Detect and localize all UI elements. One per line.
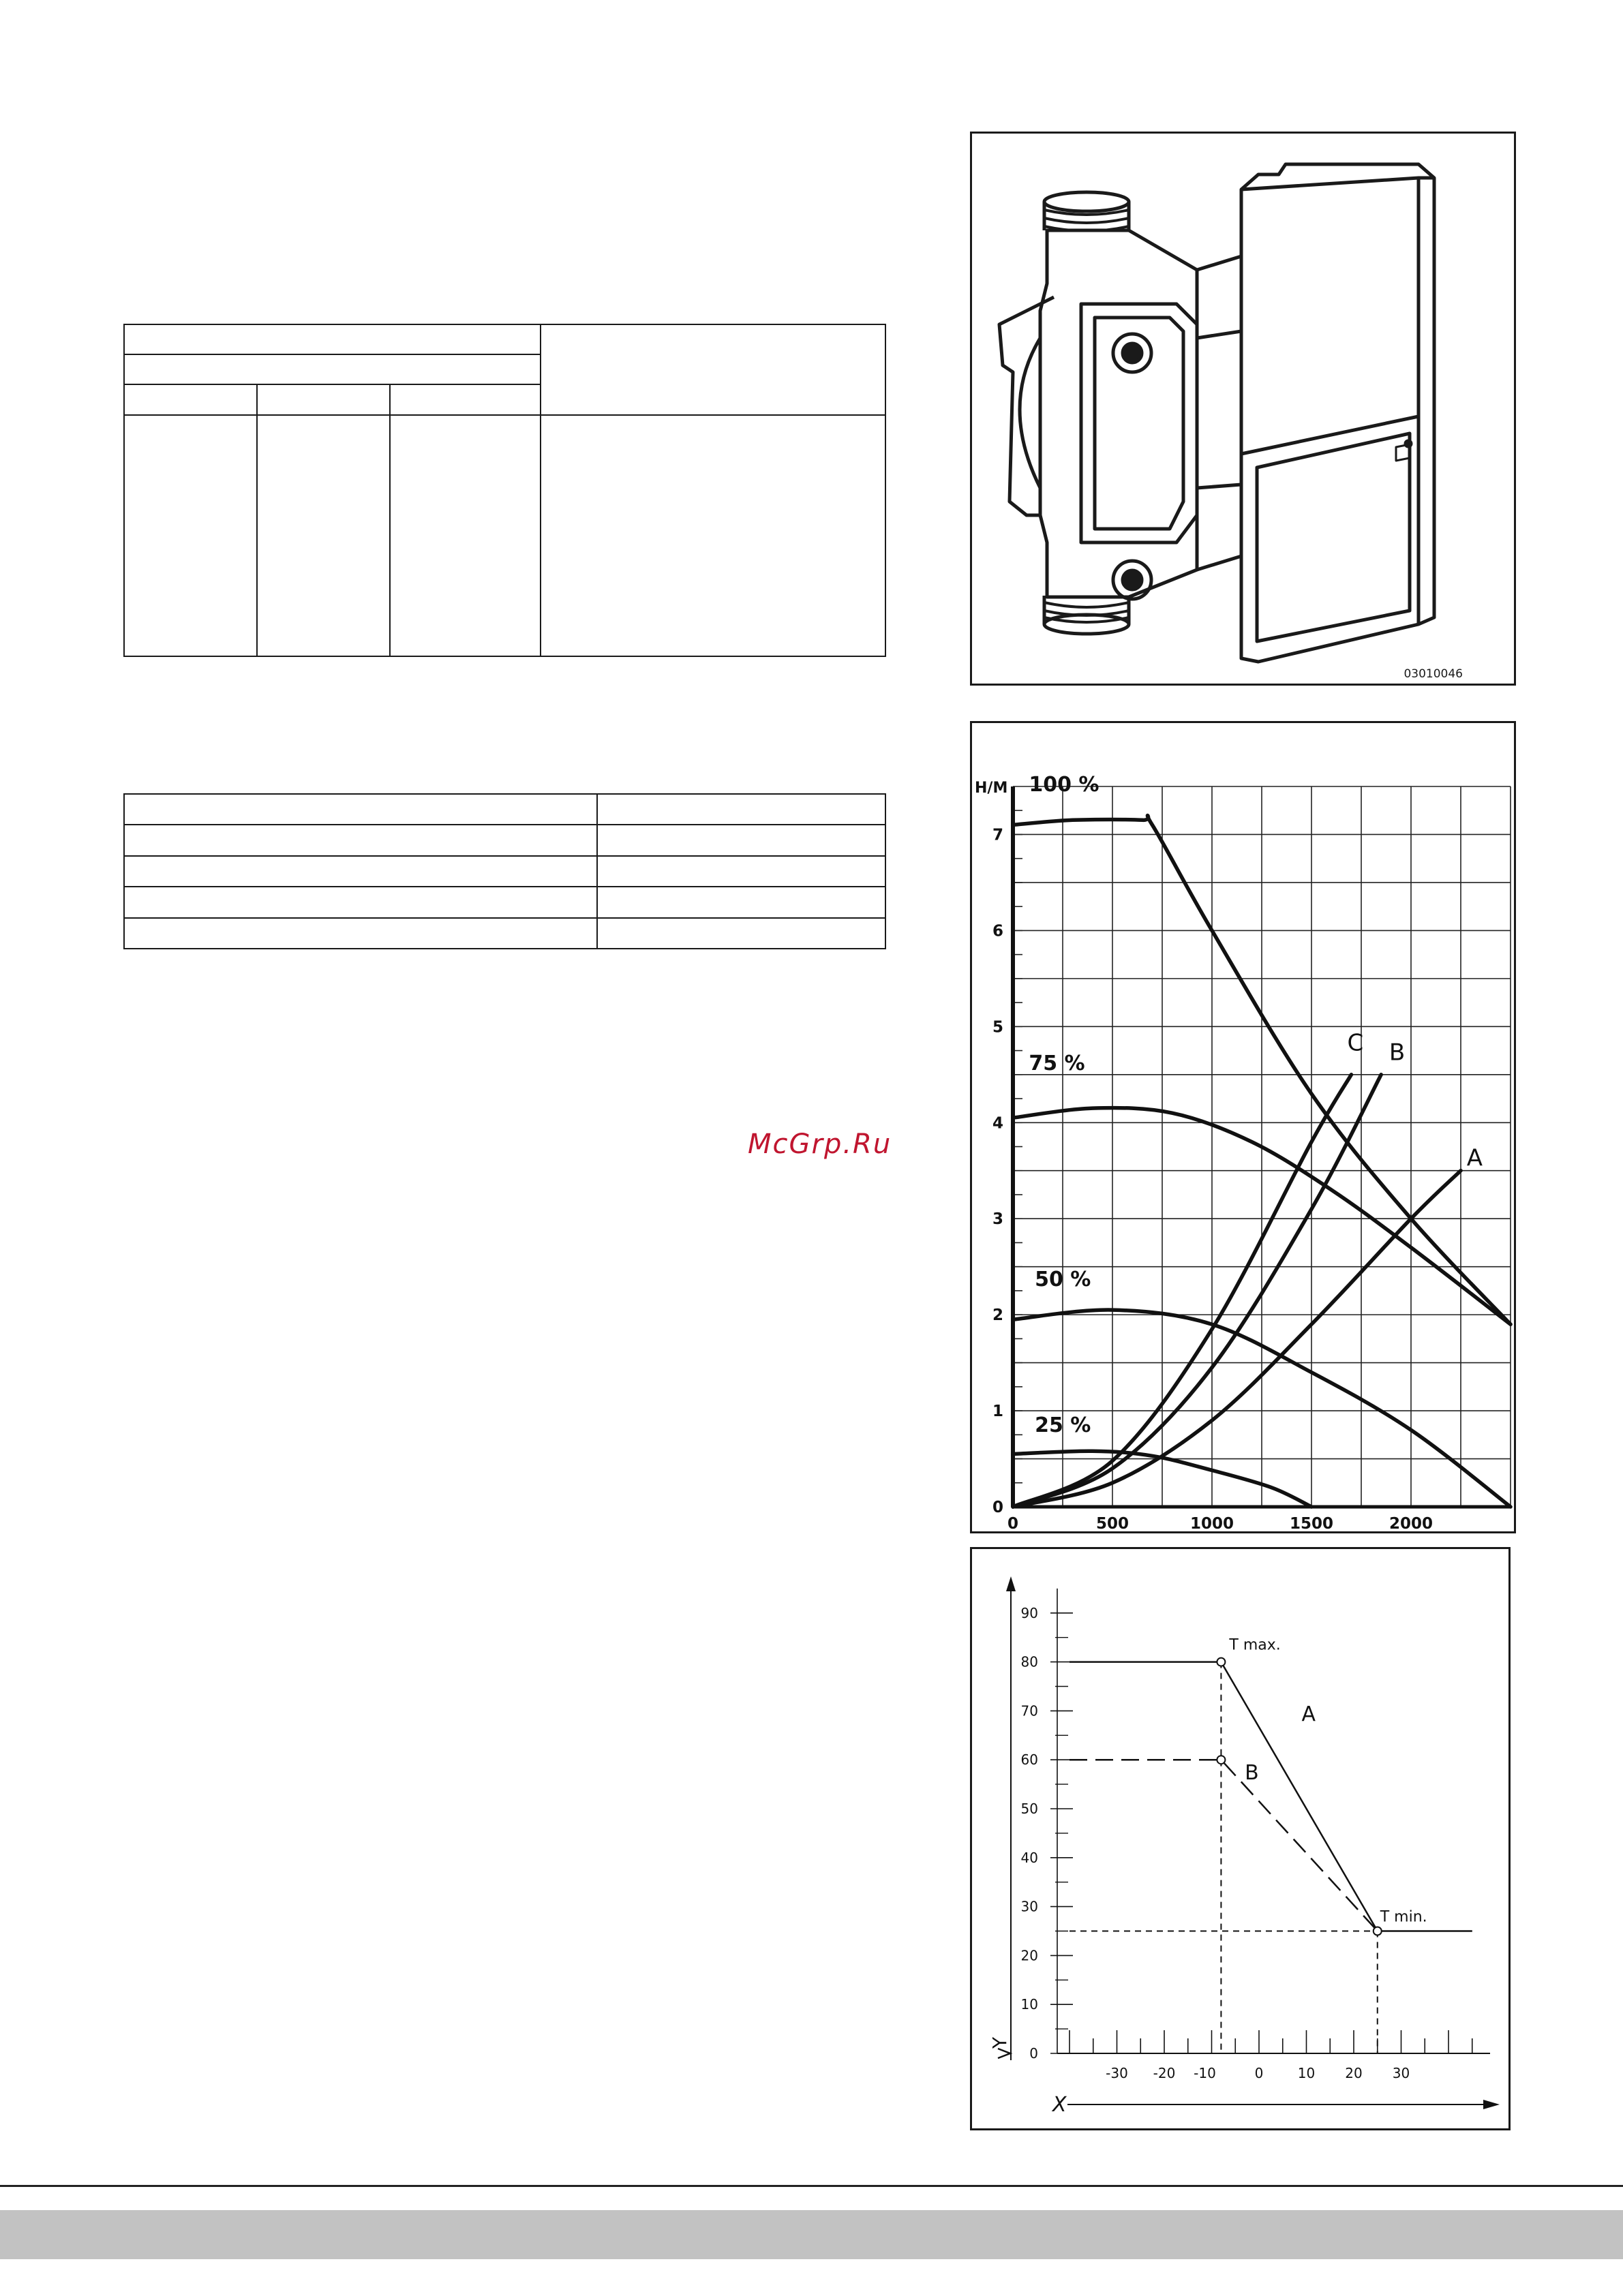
line-a-label: A <box>1301 1702 1316 1726</box>
x-tick-label: 2000 <box>1389 1515 1434 1531</box>
speed-label: 75 % <box>1029 1051 1085 1075</box>
table2-cell <box>124 856 597 887</box>
y-axis-arrow <box>1006 1576 1016 1591</box>
line-b-label: B <box>1245 1760 1259 1785</box>
heating-curve-panel <box>970 1547 1511 2130</box>
x-tick-label: -10 <box>1194 2065 1216 2081</box>
x-tick-label: 20 <box>1345 2065 1363 2081</box>
table1-body-cell <box>124 415 257 656</box>
pump-curve-panel <box>970 721 1516 1533</box>
y-tick-label: 40 <box>1020 1849 1038 1866</box>
table2-cell <box>124 794 597 825</box>
speed-label: 100 % <box>1029 773 1099 797</box>
speed-label: 50 % <box>1035 1267 1091 1291</box>
x-tick-label: -30 <box>1106 2065 1128 2081</box>
x-tick-label: 1500 <box>1289 1515 1334 1531</box>
table1-body-cell <box>257 415 390 656</box>
table1-subheader <box>124 354 541 384</box>
pump-illustration-panel <box>970 132 1516 686</box>
system-label-b: B <box>1389 1039 1406 1067</box>
pump-curve-chart <box>972 723 1514 1531</box>
table1-col-1 <box>124 384 257 415</box>
table1-body-cell <box>541 415 885 656</box>
y-tick-label: 60 <box>1020 1751 1038 1769</box>
x-tick-label: -20 <box>1153 2065 1176 2081</box>
curve-point-marker <box>1374 1927 1382 1935</box>
table2-cell <box>124 887 597 917</box>
line-b <box>1070 1760 1378 1931</box>
footer-bar <box>0 2210 1623 2259</box>
y-tick-label: 90 <box>1020 1604 1038 1621</box>
y-tick-label: 4 <box>992 1114 1003 1133</box>
curve-point-marker <box>1217 1756 1225 1764</box>
t-max-label: T max. <box>1229 1636 1281 1654</box>
y-tick-label: 70 <box>1020 1702 1038 1719</box>
x-tick-label: 30 <box>1392 2065 1410 2081</box>
heating-curve-chart <box>972 1549 1508 2128</box>
table2-cell <box>597 918 885 949</box>
table2-cell <box>124 825 597 855</box>
x-tick-label: 0 <box>1007 1515 1019 1531</box>
x-tick-label: 500 <box>1095 1515 1129 1531</box>
footer-divider <box>0 2185 1623 2187</box>
table1-header-cell <box>124 324 541 354</box>
pump-illustration <box>972 134 1514 684</box>
y-tick-label: 3 <box>992 1210 1003 1229</box>
y-tick-label: 50 <box>1020 1801 1038 1817</box>
electrical-data-table <box>123 324 886 657</box>
y-tick-label: 5 <box>992 1018 1003 1037</box>
line-a <box>1070 1662 1472 1931</box>
system-label-a: A <box>1466 1144 1483 1172</box>
y-tick-label: 20 <box>1020 1947 1038 1964</box>
curve-point-marker <box>1217 1658 1225 1666</box>
t-min-label: T min. <box>1380 1908 1427 1926</box>
table1-col-3 <box>390 384 541 415</box>
watermark: McGrp.Ru <box>748 1129 892 1160</box>
pump-figure-code: 03010046 <box>1404 667 1463 681</box>
table1-body-cell <box>390 415 541 656</box>
y-tick-label: 80 <box>1020 1653 1038 1670</box>
settings-table <box>123 793 886 949</box>
y-tick-label: 30 <box>1020 1898 1038 1915</box>
table2-cell <box>597 825 885 855</box>
x-tick-label: 0 <box>1254 2065 1264 2081</box>
table1-header-right <box>541 324 885 415</box>
y-tick-label: 7 <box>992 826 1003 844</box>
curve-a <box>1013 1171 1461 1507</box>
table1-col-2 <box>257 384 390 415</box>
y-axis-label: Y <box>988 2036 1011 2049</box>
y-tick-label: 6 <box>992 922 1003 940</box>
y-axis-label: H/M <box>975 780 1008 797</box>
y-tick-label: 1 <box>992 1403 1003 1421</box>
axis-corner-arrow <box>998 2049 1010 2058</box>
y-tick-label: 2 <box>992 1306 1003 1325</box>
table2-cell <box>124 918 597 949</box>
table2-cell <box>597 856 885 887</box>
x-tick-label: 1000 <box>1189 1515 1234 1531</box>
y-tick-label: 0 <box>992 1499 1003 1516</box>
y-tick-label: 10 <box>1020 1996 1038 2013</box>
x-axis-arrow <box>1483 2100 1500 2109</box>
table2-cell <box>597 794 885 825</box>
y-tick-label: 0 <box>1029 2045 1038 2062</box>
table2-cell <box>597 887 885 917</box>
x-tick-label: 10 <box>1297 2065 1316 2081</box>
speed-label: 25 % <box>1035 1413 1091 1438</box>
x-axis-label: X <box>1052 2093 1067 2117</box>
system-label-c: C <box>1347 1029 1364 1057</box>
